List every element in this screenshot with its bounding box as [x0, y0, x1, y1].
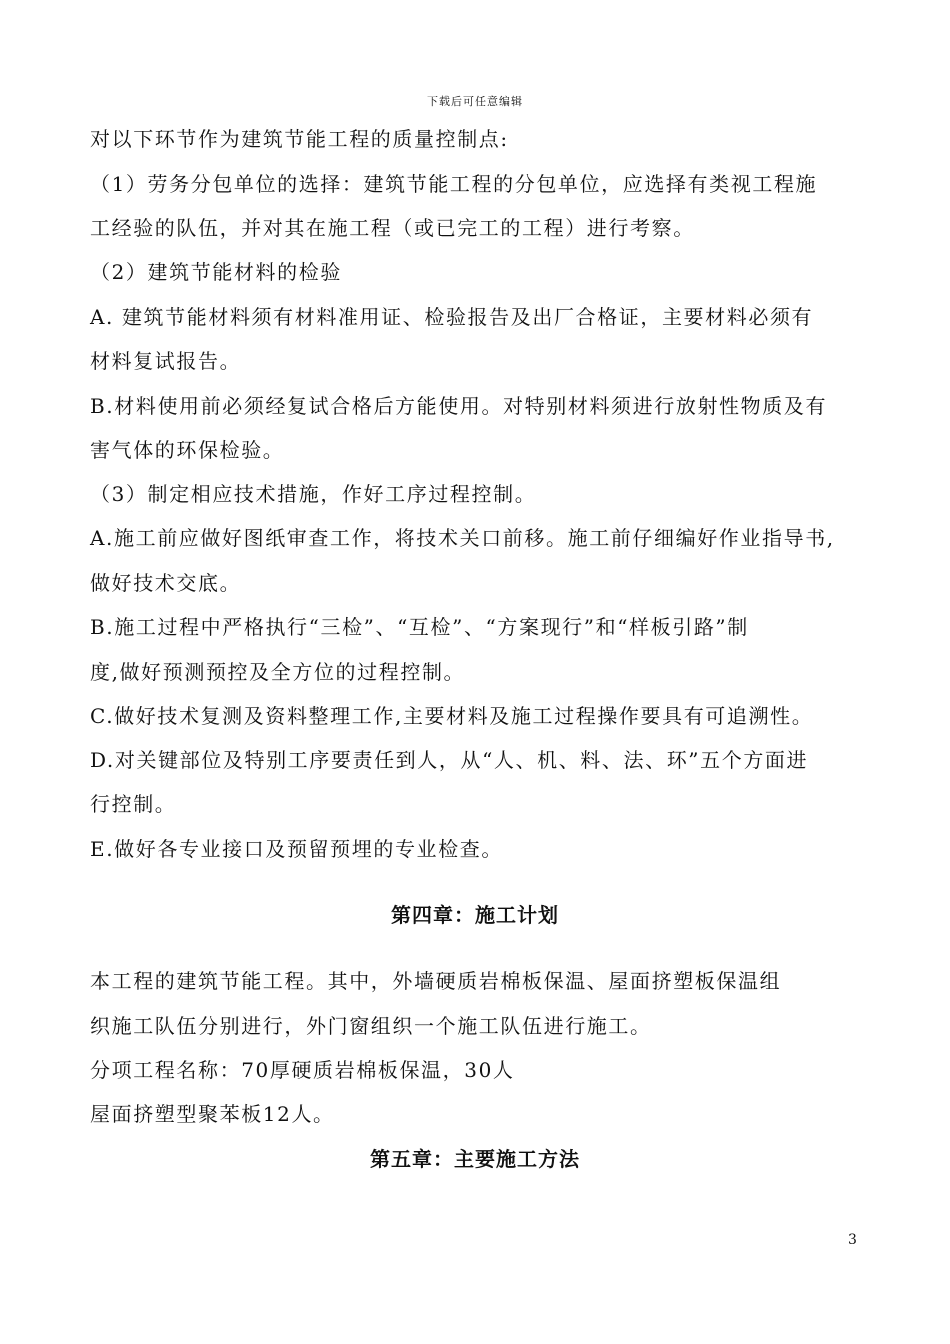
body-line-2: （1）劳务分包单位的选择：建筑节能工程的分包单位，应选择有类视工程施 [90, 172, 818, 196]
body-line-7: B.材料使用前必须经复试合格后方能使用。对特别材料须进行放射性物质及有 [90, 394, 828, 418]
page-number: 3 [848, 1232, 857, 1248]
body-line-14: C.做好技术复测及资料整理工作,主要材料及施工过程操作要具有可追溯性。 [90, 704, 814, 728]
body-line-8: 害气体的环保检验。 [90, 438, 285, 462]
body-line-9: （3）制定相应技术措施，作好工序过程控制。 [90, 482, 537, 506]
chapter-4-line-3: 分项工程名称：70厚硬质岩棉板保温，30人 [90, 1058, 515, 1082]
chapter-4-line-1: 本工程的建筑节能工程。其中，外墙硬质岩棉板保温、屋面挤塑板保温组 [90, 969, 782, 993]
body-line-15: D.对关键部位及特别工序要责任到人，从“人、机、料、法、环”五个方面进 [90, 748, 809, 772]
chapter-4-line-4: 屋面挤塑型聚苯板12人。 [90, 1102, 335, 1126]
chapter-4-line-2: 织施工队伍分别进行，外门窗组织一个施工队伍进行施工。 [90, 1014, 652, 1038]
chapter-5-heading: 第五章：主要施工方法 [370, 1147, 580, 1171]
chapter-4-heading: 第四章：施工计划 [391, 903, 559, 927]
body-line-16: 行控制。 [90, 792, 177, 816]
body-line-4: （2）建筑节能材料的检验 [90, 260, 342, 284]
body-line-11: 做好技术交底。 [90, 571, 242, 595]
body-line-10: A.施工前应做好图纸审查工作，将技术关口前移。施工前仔细编好作业指导书, [90, 526, 835, 550]
body-line-17: E.做好各专业接口及预留预埋的专业检查。 [90, 837, 503, 861]
header-note: 下载后可任意编辑 [427, 95, 523, 108]
body-line-1: 对以下环节作为建筑节能工程的质量控制点: [90, 127, 509, 151]
body-line-6: 材料复试报告。 [90, 349, 242, 373]
body-line-3: 工经验的队伍，并对其在施工程（或已完工的工程）进行考察。 [90, 216, 695, 240]
body-line-13: 度,做好预测预控及全方位的过程控制。 [90, 660, 466, 684]
body-line-12: B.施工过程中严格执行“三检”、“互检”、“方案现行”和“样板引路”制 [90, 615, 749, 639]
body-line-5: A. 建筑节能材料须有材料准用证、检验报告及出厂合格证，主要材料必须有 [90, 305, 814, 329]
